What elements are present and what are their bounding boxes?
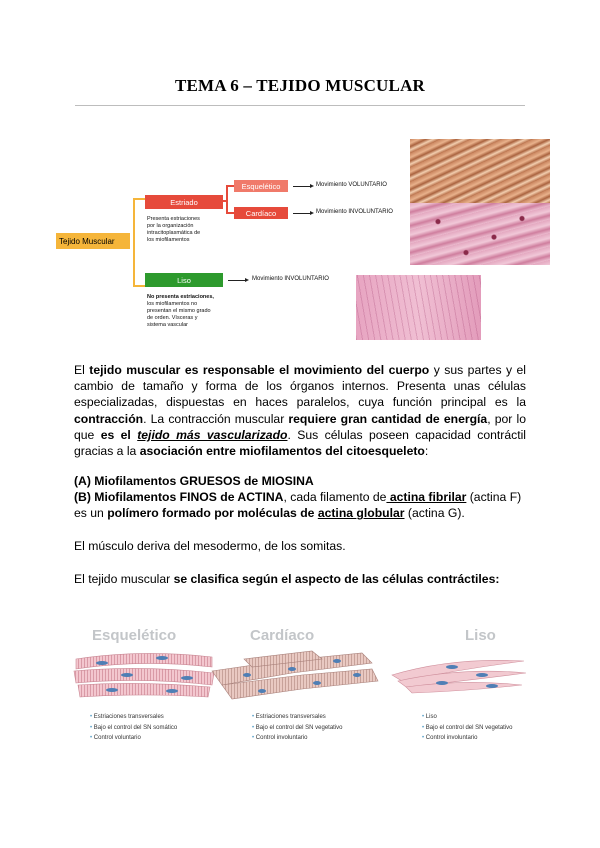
box-cardiaco: Cardíaco [234, 207, 288, 219]
connector-root [133, 198, 135, 286]
root-box-tejido-muscular: Tejido Muscular [56, 233, 130, 249]
list-item-b-cont: es un polímero formado por moléculas de actina globular (actina G). [74, 506, 465, 521]
figure-title-esqueletico: Esquelético [92, 627, 177, 644]
bullets-liso: • Liso • Bajo el control del SN vegetativo • Control involuntario [422, 712, 513, 744]
miofilamentos-list [74, 473, 526, 522]
mesodermo-paragraph: El músculo deriva del mesodermo, de los somitas. [74, 539, 346, 553]
arrow-cardiaco [293, 213, 311, 214]
arrow-esqueletico [293, 186, 311, 187]
movement-cardiaco: Movimiento INVOLUNTARIO [316, 209, 393, 215]
classification-paragraph: El tejido muscular se clasifica según el aspecto de las células contráctiles: [74, 572, 500, 586]
box-esqueletico: Esquelético [234, 180, 288, 192]
smooth-muscle-micrograph [356, 275, 481, 340]
intro-paragraph: El tejido muscular es responsable el movimiento del cuerpo y sus partes y el cambio de tamaño y forma de los órganos internos. Presenta unas células especializadas, dispuestas en haces paralelos, cuya función principal es la contracción. La contracción muscular requiere gran cantidad de energía, por lo que es el tejido más vascularizado. Sus células poseen capacidad contráctil gracias a la asociación entre miofilamentos del citoesqueleto: [74, 363, 527, 459]
bullets-esqueletico: • Estriaciones transversales • Bajo el control del SN somático • Control voluntario [90, 712, 177, 744]
muscle-cells-illustration [72, 645, 528, 707]
connector-estriado-branch [226, 185, 228, 213]
list-item-b: (B) Miofilamentos FINOS de ACTINA, cada filamento de actina fibrilar (actina F) [74, 490, 522, 505]
figure-title-liso: Liso [465, 627, 496, 644]
connector-estriado [133, 198, 145, 200]
bullets-cardiaco: • Estriaciones transversales • Bajo el control del SN vegetativo • Control involuntario [252, 712, 343, 744]
cardiac-muscle-micrograph [410, 203, 550, 265]
movement-liso: Movimiento INVOLUNTARIO [252, 276, 329, 282]
page-title: TEMA 6 – TEJIDO MUSCULAR [174, 76, 426, 95]
title-divider [75, 105, 525, 106]
connector-liso [133, 285, 145, 287]
skeletal-fibers [74, 653, 214, 697]
skeletal-muscle-micrograph [410, 139, 550, 204]
figure-title-cardiaco: Cardíaco [250, 627, 315, 644]
movement-esqueletico: Movimiento VOLUNTARIO [316, 182, 387, 188]
box-estriado: Estriado [145, 195, 223, 209]
list-item-a: (A) Miofilamentos GRUESOS de MIOSINA [74, 474, 314, 488]
box-liso: Liso [145, 273, 223, 287]
cardiac-fibers [212, 651, 378, 699]
arrow-liso [228, 280, 246, 281]
liso-note: No presenta estriaciones, los miofilamentos no presentan el mismo grado de orden. Vísceras y sistema vascular [147, 294, 214, 328]
estriado-note: Presenta estriaciones por la organización intracitoplasmática de los miofilamentos [147, 216, 201, 243]
smooth-fibers [392, 660, 526, 693]
